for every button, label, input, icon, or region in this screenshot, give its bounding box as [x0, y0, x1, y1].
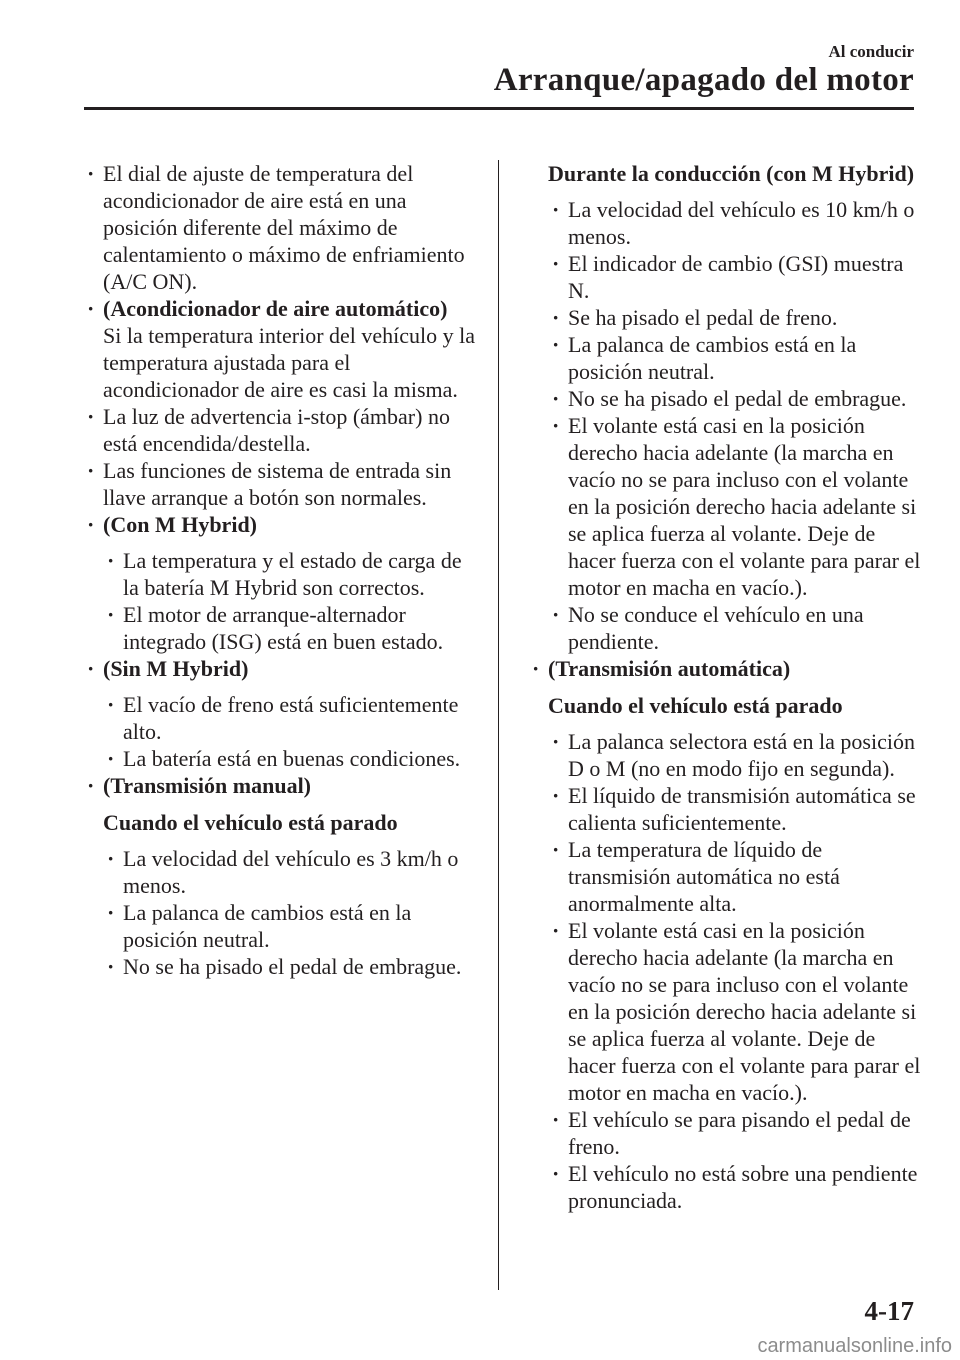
- list-item: · El volante está casi en la posición derecho hacia adelante (la marcha en vacío no se para incluso con el volante en la posición derecho hacia adelante si se aplica fuerza al volante. Deje de hacer fuerza con el volante para parar el motor en macha en vacío.).: [531, 917, 921, 1106]
- manual-transmission-label: · (Transmisión manual): [86, 772, 480, 799]
- manual-stopped-heading: Cuando el vehículo está parado: [103, 810, 398, 835]
- list-item: · El indicador de cambio (GSI) muestra N.: [531, 250, 921, 304]
- left-column: [86, 160, 480, 980]
- list-item: · No se ha pisado el pedal de embrague.: [86, 953, 480, 980]
- sin-mhybrid-label: · (Sin M Hybrid): [86, 655, 480, 682]
- list-item: · El vacío de freno está suficientemente alto.: [86, 691, 480, 745]
- list-item: · La temperatura de líquido de transmisión automática no está anormalmente alta.: [531, 836, 921, 917]
- list-item: · El vehículo no está sobre una pendiente pronunciada.: [531, 1160, 921, 1214]
- automatic-transmission-label: · (Transmisión automática): [531, 655, 921, 682]
- driving-heading: Durante la conducción (con M Hybrid): [548, 161, 915, 186]
- list-item: · Se ha pisado el pedal de freno.: [531, 304, 921, 331]
- column-divider: [498, 160, 499, 1290]
- list-item: · El vehículo se para pisando el pedal de freno.: [531, 1106, 921, 1160]
- con-mhybrid-label: · (Con M Hybrid): [86, 511, 480, 538]
- header-rule: [84, 107, 914, 110]
- list-item: · No se conduce el vehículo en una pendiente.: [531, 601, 921, 655]
- list-item: · La palanca de cambios está en la posición neutral.: [531, 331, 921, 385]
- page-title: Arranque/apagado del motor: [493, 62, 914, 98]
- list-item: · La palanca selectora está en la posición D o M (no en modo fijo en segunda).: [531, 728, 921, 782]
- list-item: · La temperatura y el estado de carga de la batería M Hybrid son correctos.: [86, 547, 480, 601]
- right-column: [531, 160, 921, 1214]
- watermark: carmanualsonline.info: [757, 1335, 952, 1357]
- list-item: · Las funciones de sistema de entrada sin llave arranque a botón son normales.: [86, 457, 480, 511]
- auto-ac-text: Si la temperatura interior del vehículo y la temperatura ajustada para el acondicionador de aire es casi la misma.: [103, 323, 476, 402]
- list-item: · El volante está casi en la posición derecho hacia adelante (la marcha en vacío no se para incluso con el volante en la posición derecho hacia adelante si se aplica fuerza al volante. Deje de hacer fuerza con el volante para parar el motor en macha en vacío.).: [531, 412, 921, 601]
- list-item: · El líquido de transmisión automática se calienta suficientemente.: [531, 782, 921, 836]
- list-item: · El dial de ajuste de temperatura del acondicionador de aire está en una posición diferente del máximo de calentamiento o máximo de enfriamiento (A/C ON).: [86, 160, 480, 295]
- list-item: · La palanca de cambios está en la posición neutral.: [86, 899, 480, 953]
- page-number: 4-17: [864, 1296, 914, 1326]
- list-item: · La velocidad del vehículo es 10 km/h o menos.: [531, 196, 921, 250]
- auto-stopped-heading: Cuando el vehículo está parado: [548, 693, 843, 718]
- list-item: · La batería está en buenas condiciones.: [86, 745, 480, 772]
- header-section-label: Al conducir: [828, 42, 914, 61]
- auto-ac-label: · (Acondicionador de aire automático): [86, 295, 480, 322]
- list-item: · La luz de advertencia i-stop (ámbar) no está encendida/destella.: [86, 403, 480, 457]
- list-item: · El motor de arranque-alternador integrado (ISG) está en buen estado.: [86, 601, 480, 655]
- list-item: · No se ha pisado el pedal de embrague.: [531, 385, 921, 412]
- list-item: · La velocidad del vehículo es 3 km/h o menos.: [86, 845, 480, 899]
